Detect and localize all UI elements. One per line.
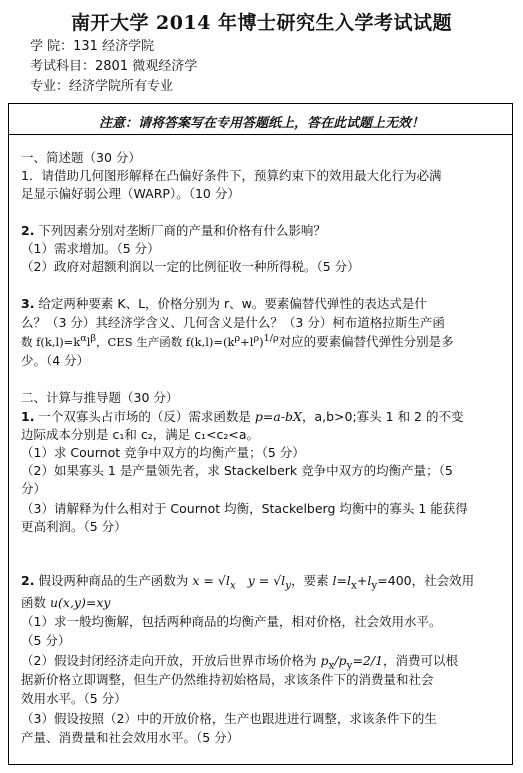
s2-q1-sub2-cont: 分） [21,481,47,496]
rho-exponent-k: ρ [234,333,241,345]
s1-q3-line3 [21,332,454,350]
ces-outer-exponent: 1/ρ [263,333,279,345]
s2-q1-sub1: （1）求 Cournot 竞争中双方的均衡产量；（5 分） [21,445,305,460]
production-function-y: y = √l [247,573,286,588]
s2-q1-text-a: 一个双寡头占市场的（反）需求函数是 [34,409,255,424]
s1-q3-line1 [21,294,427,312]
s2-q2-sub2-tail: ，消费可以根 [383,653,459,668]
section2-heading: 二、计算与推导题（30 分） [21,390,179,405]
s2-q1-number: 1. [21,409,35,424]
s1-q3-line4: 少。（4 分） [21,353,90,368]
college-line: 学 院：131 经济学院 [30,39,155,54]
s2-q2-sub2-text: （2）假设封闭经济走向开放，开放后世界市场价格为 [21,653,321,668]
answer-notice: 注意：请将答案写在专用答题纸上，答在此试题上无效！ [98,116,424,131]
s2-q2-sub2-line2: 据新价格立即调整，但生产仍然维持初始格局，求该条件下的消费量和社会 [21,672,434,687]
s2-q2-text-c: =400，社会效用 [377,573,475,588]
subject-line: 考试科目：2801 微观经济学 [30,59,198,74]
s2-q2-sub2 [21,651,458,672]
s2-q2-sub3: （3）假设按照（2）中的开放价格，生产也跟进进行调整，求该条件下的生 [21,711,437,726]
production-function-x: x = √l [192,573,230,588]
ly-subscript: y [285,579,292,592]
world-price-ratio: =2/1 [352,653,384,668]
s2-q2-sub1-cont: （5 分） [21,633,71,648]
s2-q2-sub2-line3: 效用水平。（5 分） [21,691,127,706]
utility-function: u(x,y)=xy [49,595,111,610]
s1-q1-line1: 1．请借助几何图形解释在凸偏好条件下，预算约束下的效用最大化行为必满 [21,168,442,183]
alpha-exponent: α [80,333,87,345]
s1-q3-number: 3. [21,296,35,311]
cobb-douglas-l: l [86,335,91,349]
exam-title: 南开大学 2014 年博士研究生入学考试试题 [70,12,453,34]
s2-q2-sub1: （1）求一般均衡解，包括两种商品的均衡产量，相对价格，社会效用水平。 [21,614,442,629]
s1-q2-sub2: （2）政府对超额利润以一定的比例征收一种所得税。（5 分） [21,259,360,274]
rho-exponent-l: ρ [253,333,260,345]
price-x-subscript: x [328,659,335,672]
s1-q1-line2: 足显示偏好弱公理（WARP）。（10 分） [21,186,240,201]
constraint-plus-l: +l [356,573,372,588]
s1-q3-line3-tail: 对应的要素偏替代弹性分别是多 [278,334,454,349]
s2-q1-line1 [21,407,463,425]
section1-heading: 一、简述题（30 分） [21,150,141,165]
s2-q2-text-b: ，要素 [291,573,333,588]
s2-q2-line1 [21,571,474,592]
constraint-x-subscript: x [351,579,357,592]
world-price-p: p [320,653,329,668]
ces-l: +l [240,335,254,349]
s1-q2-text: 下列因素分别对垄断厂商的产量和价格有什么影响？ [34,223,326,238]
beta-exponent: β [90,333,96,345]
s2-q1-sub3-cont: 更高利润。（5 分） [21,519,127,534]
constraint-y-subscript: y [371,579,378,592]
s1-q2-sub1: （1）需求增加。（5 分） [21,241,160,256]
ces-text: ，CES 生产函数 f(k,l)=(k [96,335,235,349]
s2-q1-line2: 边际成本分别是 c₁和 c₂，满足 c₁<c₂<a。 [21,427,260,442]
price-y-subscript: y [346,659,353,672]
lx-subscript: x [229,579,236,592]
s1-q2-line [21,221,326,239]
s1-q2-number: 2. [21,223,35,238]
major-line: 专业：经济学院所有专业 [30,79,174,94]
world-price-py: /p [334,653,347,668]
cobb-douglas-text: 数 f(k,l)=k [21,335,81,349]
s2-q2-number: 2. [21,573,35,588]
s1-q3-line2: 么？（3 分）其经济学含义、几何含义是什么？（3 分）柯布道格拉斯生产函 [21,315,445,330]
s2-q1-sub3: （3）请解释为什么相对于 Cournot 均衡，Stackelberg 均衡中的寡头 1 能获得 [21,501,468,516]
s2-q2-sub3-cont: 产量、消费量和社会效用水平。（5 分） [21,730,240,745]
s2-q2-line2-text: 函数 [21,595,50,610]
ces-paren: ) [259,335,264,349]
s2-q2-line2 [21,593,110,611]
notice-divider [9,134,512,135]
labor-constraint: l=l [332,573,352,588]
s2-q2-text-a: 假设两种商品的生产函数为 [34,573,193,588]
question-frame [8,103,513,765]
s1-q3-text: 给定两种要素 K、L，价格分别为 r、w。要素偏替代弹性的表达式是什 [34,296,427,311]
s2-q1-text-b: ，a,b>0;寡头 1 和 2 的不变 [301,409,464,424]
demand-equation: p=a-bX [254,409,302,424]
s2-q1-sub2: （2）如果寡头 1 是产量领先者，求 Stackelberk 竞争中双方的均衡产量；（5 [21,463,453,478]
